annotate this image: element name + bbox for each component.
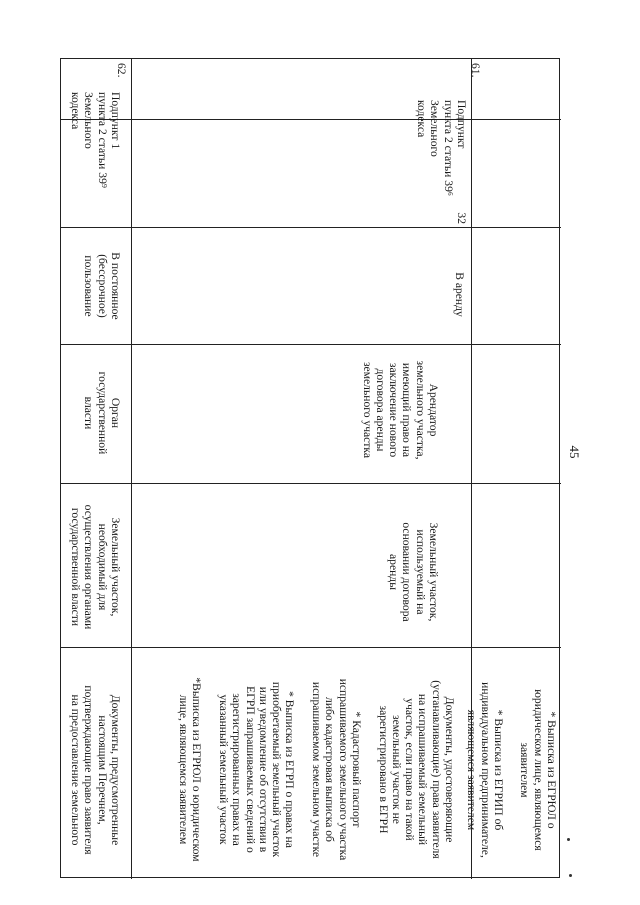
applicant-cell: Арендатор земельного участка, имеющий право на заключение нового договора аренды земельного участка (360, 360, 440, 460)
scan-dot (569, 874, 572, 877)
applicant-cell: Орган государственной власти (82, 371, 122, 455)
basis-cell: Подпункт пункта 2 статьи 39⁶ Земельного кодекса (415, 100, 468, 196)
row-number: 62. (115, 63, 128, 78)
land-plot-cell: Земельный участок, используемый на основании договора аренды (387, 522, 440, 622)
row-number: 61. (469, 63, 482, 78)
documents-cell: * Выписка из ЕГРЮЛ о юридическом лице, являющемся заявителем * Выписка из ЕГРИП об индивидуальном предпринимателе, являющемся заявителем (465, 682, 558, 858)
column-divider (61, 483, 561, 484)
documents-cell: Документы, удостоверяющие (устанавливающие) права заявителя на испрашиваемый земельный участок, если право на такой земельный участок не зарегистрировано в ЕГРН * Кадастровый паспорт испрашиваемого земельного участка либо кадастровая выписка об испрашиваемом земельном участке * Выписка из ЕГРП о правах на приобретаемый земельный участок или уведомление об отсутствии в ЕГРП запрашиваемых сведений о зарегистрированных правах на указанный земельный участок *Выписка из ЕГРЮЛ о юридическом лице, являющемся заявителем (177, 677, 456, 862)
row-divider (131, 59, 132, 879)
basis-cell: Подпункт 1 пункта 2 статьи 39⁹ Земельного кодекса (69, 92, 122, 188)
right-type-cell: В постоянное (бессрочное) пользование (82, 252, 122, 320)
page-number: 45 (567, 445, 582, 459)
column-divider (61, 227, 561, 228)
basis-cell-tail: 32 (455, 212, 468, 224)
scan-dot (567, 838, 570, 841)
column-divider (61, 119, 561, 120)
land-plot-cell: Земельный участок, необходимый для осуществления органами государственной власти (69, 504, 122, 630)
column-divider (61, 344, 561, 345)
column-divider (61, 647, 561, 648)
documents-cell: Документы, предусмотренные настоящим Перечнем, подтверждающие право заявителя на предоставление земельного (69, 685, 122, 855)
right-type-cell: В аренду (453, 272, 466, 317)
